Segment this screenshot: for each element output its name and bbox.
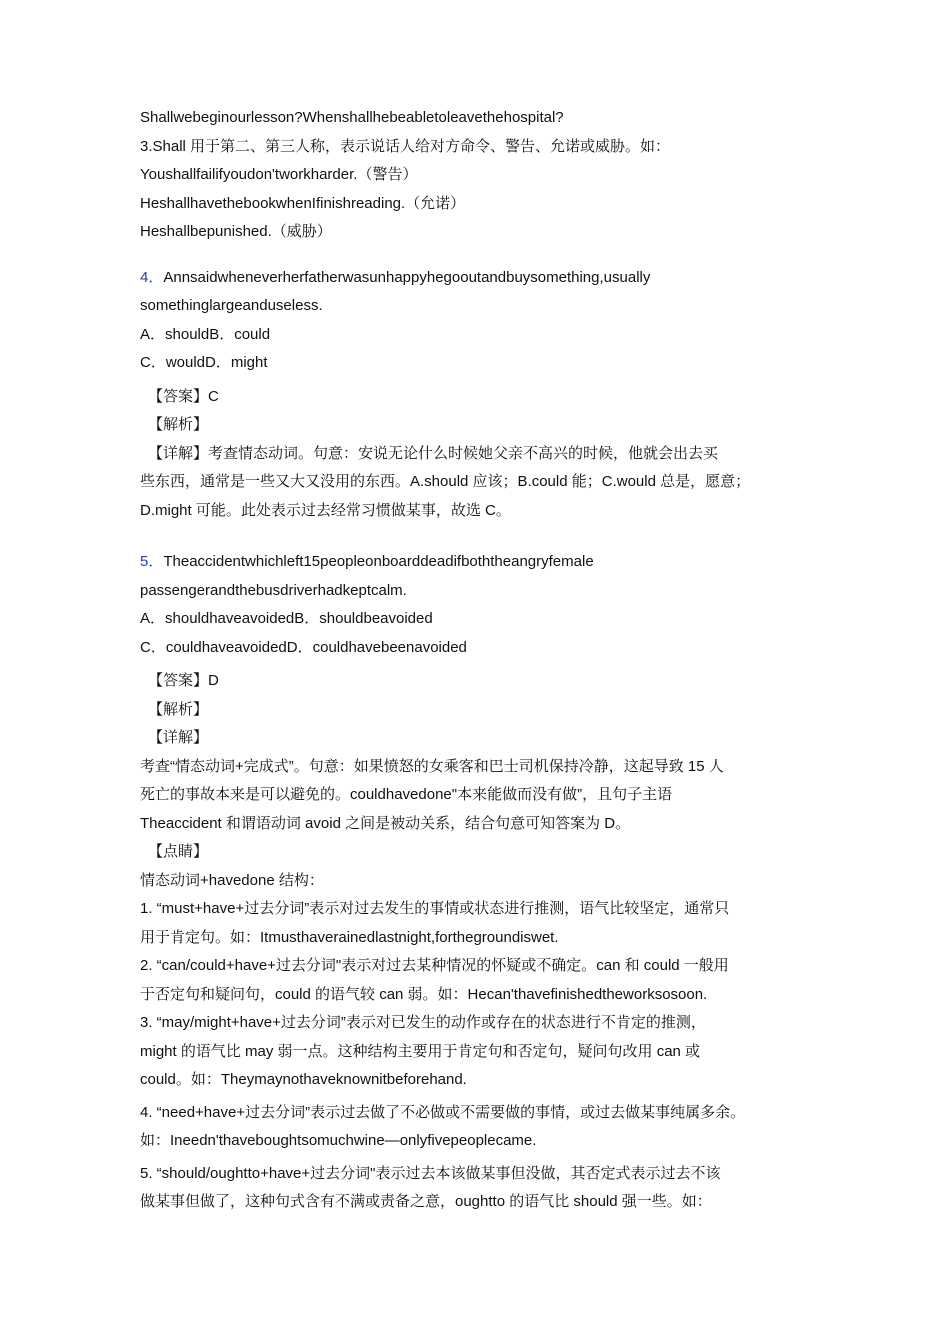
options-ab: A．shouldhaveavoidedB．shouldbeavoided — [140, 610, 433, 627]
question-stem — [140, 548, 830, 577]
detail-line: 【详解】考查情态动词。句意：安说无论什么时候她父亲不高兴的时候，他就会出去买 — [148, 444, 719, 462]
detail-line: 死亡的事故本来是可以避免的。couldhavedone"本来能做而没有做”，且句子主语 — [140, 786, 673, 803]
document-page — [140, 104, 830, 1217]
stem-text: Theaccidentwhichleft15peopleonboarddeadifboththeangryfemale — [163, 553, 594, 570]
tip-item — [140, 895, 830, 952]
tip-title: 情态动词+havedone 结构： — [140, 871, 324, 889]
intro-section — [140, 104, 830, 247]
tip-label: 【点睛】 — [148, 843, 209, 860]
stem-continuation: passengerandthebusdriverhadkeptcalm. — [140, 581, 407, 599]
tip-item — [140, 952, 830, 1009]
intro-line: HeshallhavethebookwhenIfinishreading.（允诺） — [140, 194, 466, 212]
detail-line: Theaccident 和谓语动词 avoid 之间是被动关系，结合句意可知答案为 D。 — [140, 814, 631, 832]
stem-text: Annsaidwheneverherfatherwasunhappyhegooutandbuysomething,usually — [163, 268, 651, 286]
detail-line: 些东西，通常是一些又大又没用的东西。A.should 应该；B.could 能；C.would 总是，愿意； — [140, 473, 751, 490]
tip-line: 3. “may/might+have+过去分词”表示对已发生的动作或存在的状态进行不肯定的推测， — [140, 1014, 706, 1031]
question-4 — [140, 264, 830, 526]
stem-continuation: somethinglargeanduseless. — [140, 297, 323, 314]
tip-item — [140, 1009, 830, 1095]
options-cd: C．wouldD．might — [140, 354, 268, 371]
tip-line: 5. “should/oughtto+have+过去分词"表示过去本该做某事但没做，其否定式表示过去不该 — [140, 1164, 721, 1182]
tip-line: might 的语气比 may 弱一点。这种结构主要用于肯定句和否定句，疑问句改用 can 或 — [140, 1042, 701, 1060]
intro-line: 3.Shall 用于第二、第三人称，表示说话人给对方命令、警告、允诺或威胁。如： — [140, 137, 671, 155]
tip-line: 4. “need+have+过去分词”表示过去做了不必做或不需要做的事情，或过去做某事纯属多余。 — [140, 1103, 746, 1121]
intro-line: Shallwebeginourlesson?Whenshallhebeabletoleavethehospital? — [140, 109, 564, 126]
question-number: 4． — [140, 268, 164, 286]
analysis-label: 【解析】 — [148, 416, 209, 433]
detail-line: D.might 可能。此处表示过去经常习惯做某事，故选 C。 — [140, 501, 511, 519]
tip-item — [140, 1099, 830, 1156]
analysis-label: 【解析】 — [148, 700, 209, 718]
detail-label: 【详解】 — [148, 729, 209, 746]
question-number: 5． — [140, 553, 164, 570]
tip-line: 用于肯定句。如：Itmusthaverainedlastnight,forthegroundiswet. — [140, 928, 559, 946]
tip-line: 2. “can/could+have+过去分词"表示对过去某种情况的怀疑或不确定。can 和 could 一般用 — [140, 957, 729, 974]
detail-line: 考查“情态动词+完成式”。句意：如果愤怒的女乘客和巴士司机保持冷静，这起导致 15 人 — [140, 757, 724, 775]
tip-line: could。如：Theymaynothaveknownitbeforehand. — [140, 1071, 467, 1088]
answer-label: 【答案】C — [148, 387, 219, 405]
options-ab: A．shouldB．could — [140, 325, 271, 343]
question-5 — [140, 548, 830, 1217]
tip-line: 于否定句和疑问句，could 的语气较 can 弱。如：Hecan'thavefinishedtheworksosoon. — [140, 985, 708, 1003]
intro-line: Youshallfailifyoudon'tworkharder.（警告） — [140, 166, 418, 183]
options-cd: C．couldhaveavoidedD．couldhavebeenavoided — [140, 638, 467, 656]
tip-item — [140, 1160, 830, 1217]
tip-line: 1. “must+have+过去分词”表示对过去发生的事情或状态进行推测，语气比较坚定，通常只 — [140, 900, 730, 917]
tip-line: 如：Ineedn'thaveboughtsomuchwine—onlyfivepeoplecame. — [140, 1132, 537, 1149]
intro-line: Heshallbepunished.（威胁） — [140, 223, 332, 240]
tip-line: 做某事但做了，这种句式含有不满或责备之意，oughtto 的语气比 should 强一些。如： — [140, 1193, 712, 1210]
answer-label: 【答案】D — [148, 672, 219, 689]
question-stem — [140, 264, 830, 293]
